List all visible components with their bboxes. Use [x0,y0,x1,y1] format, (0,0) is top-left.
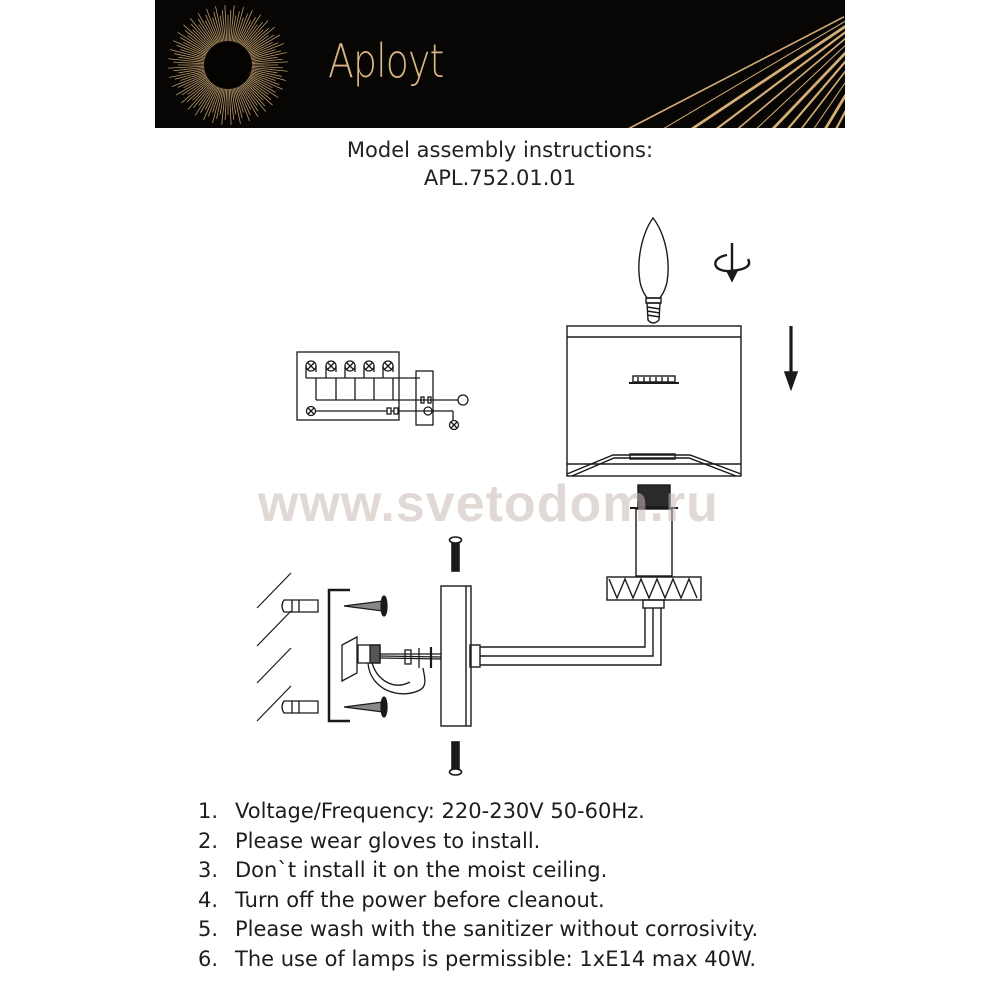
instruction-item [198,856,758,886]
candle-bulb-icon [639,218,668,323]
wall-hatch-icon [257,573,291,721]
instruction-number: 2. [198,828,219,853]
instruction-number: 5. [198,917,219,941]
terminal-block-icon [342,637,441,694]
instruction-item [198,797,758,827]
model-number: APL.752.01.01 [423,166,577,190]
watermark: www.svetodom.ru [258,475,719,533]
instruction-item [198,945,758,975]
wall-anchor-icon [282,600,318,713]
instruction-number: 4. [198,887,219,912]
instruction-text: Please wash with the sanitizer without corrosivity. [235,917,759,941]
wall-bracket-icon [329,590,350,721]
down-arrow-icon [785,326,797,389]
instruction-text: The use of lamps is permissible: 1xE14 max 40W. [235,946,757,971]
rotate-screw-in-icon [715,243,749,280]
brand-logo: Aployt [328,34,444,88]
instruction-text: Voltage/Frequency: 220-230V 50-60Hz. [235,799,645,823]
mounting-bolt-icon [450,537,462,775]
instruction-item [198,827,758,857]
instruction-text: Turn off the power before cleanout. [235,887,605,912]
page-title: Model assembly instructions: [346,138,654,162]
instruction-number: 6. [198,946,219,971]
instruction-number: 1. [198,799,219,823]
lamp-shade-icon [567,326,741,476]
instructions-list [198,797,758,974]
wall-plate-icon [441,586,471,726]
instruction-item [198,886,758,916]
instruction-number: 3. [198,858,219,882]
instruction-item [198,915,758,945]
instruction-text: Please wear gloves to install. [235,828,541,853]
wiring-diagram-icon [297,352,468,430]
instruction-text: Don`t install it on the moist ceiling. [235,858,608,882]
